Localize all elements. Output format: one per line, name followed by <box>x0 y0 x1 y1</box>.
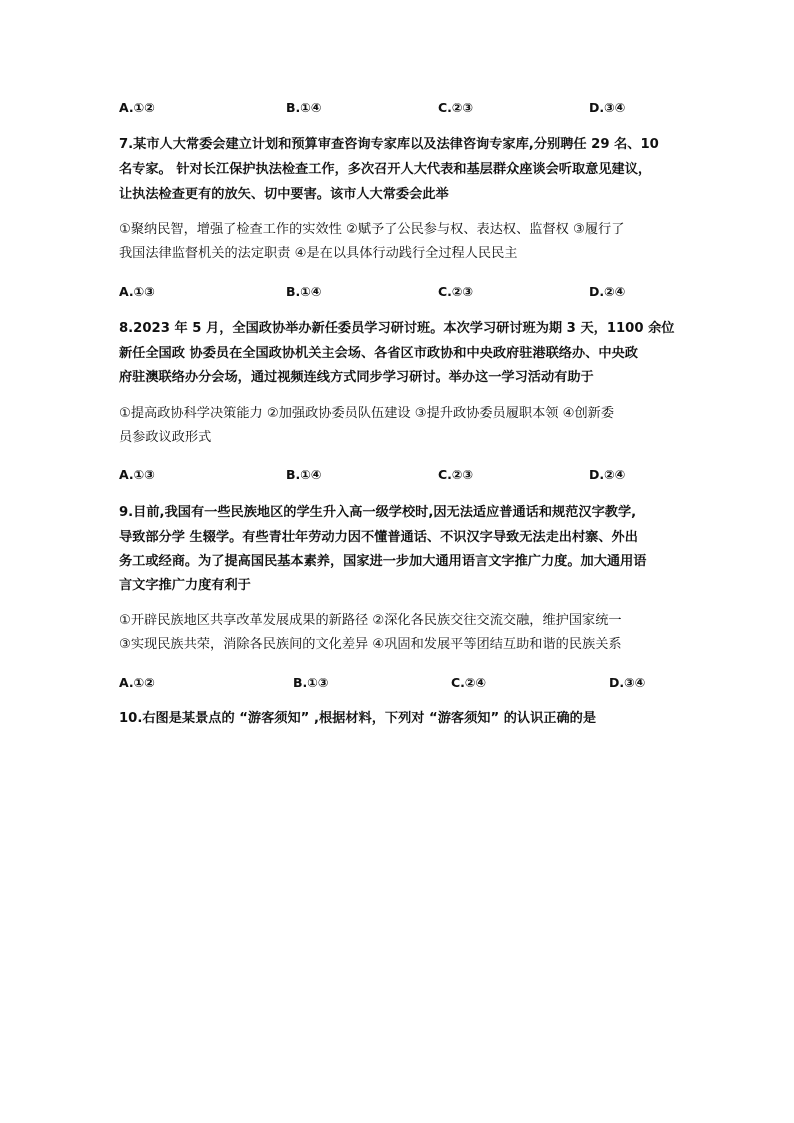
q8-stem-line-2: 新任全国政 协委员在全国政协机关主会场、各省区市政协和中央政府驻港联络办、中央政 <box>119 346 638 361</box>
q7-options <box>119 282 679 302</box>
q8-stem-line-3: 府驻澳联络办分会场，通过视频连线方式同步学习研讨。举办这一学习活动有助于 <box>119 370 594 385</box>
q6-option-d: D.③④ <box>589 100 626 115</box>
q7-statement-line-1: ①聚纳民智，增强了检查工作的实效性 ②赋予了公民参与权、表达权、监督权 ③履行了 <box>119 222 625 237</box>
q7-statement-line-2: 我国法律监督机关的法定职责 ④是在以具体行动践行全过程人民民主 <box>119 246 518 261</box>
q6-option-b: B.①④ <box>286 100 322 115</box>
q8-option-b: B.①④ <box>286 467 322 482</box>
q8-statement-line-2: 员参政议政形式 <box>119 430 212 445</box>
q7-stem-line-1: 7.某市人大常委会建立计划和预算审查咨询专家库以及法律咨询专家库,分别聘任 29 名、10 <box>119 137 659 152</box>
q9-stem-line-4: 言文字推广力度有利于 <box>119 578 251 593</box>
q7-option-b: B.①④ <box>286 284 322 299</box>
q8-stem-line-1: 8.2023 年 5 月，全国政协举办新任委员学习研讨班。本次学习研讨班为期 3 天，1100 余位 <box>119 321 675 336</box>
q8-option-a: A.①③ <box>119 467 155 482</box>
q9-stem-line-1: 9.目前,我国有一些民族地区的学生升入高一级学校时,因无法适应普通话和规范汉字教学, <box>119 505 637 520</box>
q6-option-a: A.①② <box>119 100 155 115</box>
q9-option-b: B.①③ <box>293 675 329 690</box>
q10-stem-line-1: 10.右图是某景点的 “游客须知” ,根据材料，下列对 “游客须知” 的认识正确的是 <box>119 711 597 726</box>
q9-stem-line-3: 务工或经商。为了提高国民基本素养，国家进一步加大通用语言文字推广力度。加大通用语 <box>119 554 647 569</box>
q9-option-d: D.③④ <box>609 675 646 690</box>
q6-option-c: C.②③ <box>438 100 474 115</box>
q7-option-d: D.②④ <box>589 284 626 299</box>
q8-options <box>119 465 679 485</box>
q6-options <box>119 98 679 118</box>
q9-option-c: C.②④ <box>451 675 487 690</box>
q7-option-c: C.②③ <box>438 284 474 299</box>
q7-stem-line-3: 让执法检查更有的放矢、切中要害。该市人大常委会此举 <box>119 187 449 202</box>
q9-options <box>119 673 679 693</box>
q8-option-c: C.②③ <box>438 467 474 482</box>
q8-option-d: D.②④ <box>589 467 626 482</box>
q9-statement-line-1: ①开辟民族地区共享改革发展成果的新路径 ②深化各民族交往交流交融，维护国家统一 <box>119 613 622 628</box>
q9-option-a: A.①② <box>119 675 155 690</box>
q7-option-a: A.①③ <box>119 284 155 299</box>
q7-stem-line-2: 名专家。 针对长江保护执法检查工作，多次召开人大代表和基层群众座谈会听取意见建议， <box>119 162 652 177</box>
q9-stem-line-2: 导致部分学 生辍学。有些青壮年劳动力因不懂普通话、不识汉字导致无法走出村寨、外出 <box>119 530 638 545</box>
q8-statement-line-1: ①提高政协科学决策能力 ②加强政协委员队伍建设 ③提升政协委员履职本领 ④创新委 <box>119 406 615 421</box>
q9-statement-line-2: ③实现民族共荣，消除各民族间的文化差异 ④巩固和发展平等团结互助和谐的民族关系 <box>119 637 622 652</box>
